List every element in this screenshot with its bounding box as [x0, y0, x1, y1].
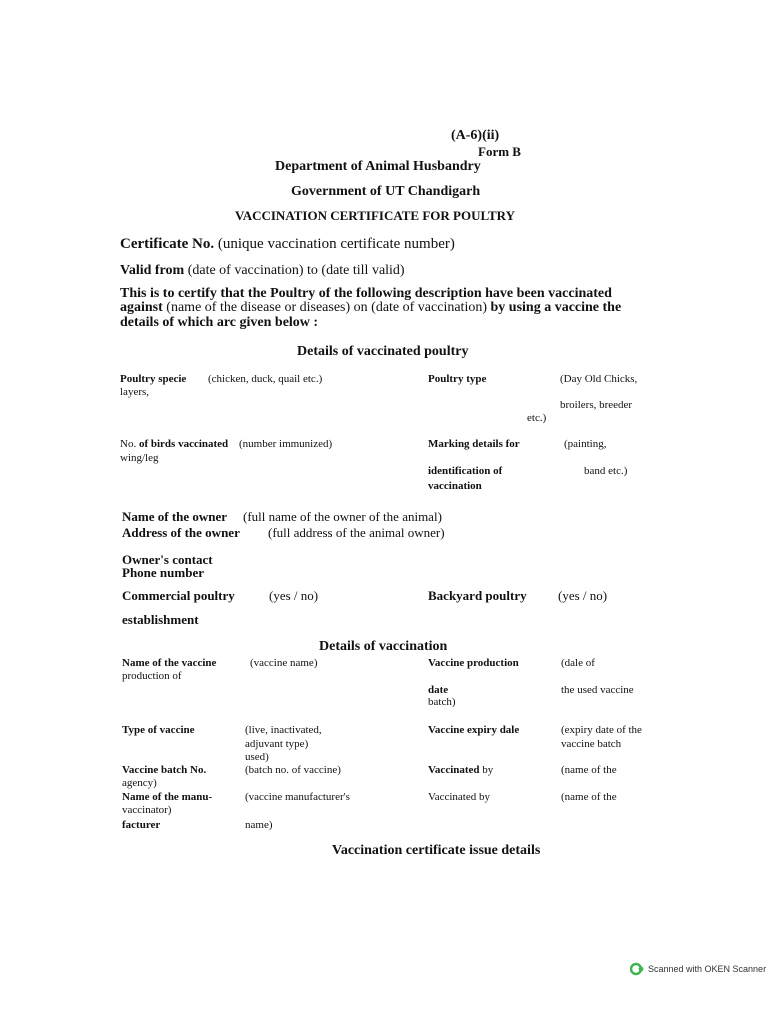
vaccine-name-extra: production of [122, 670, 182, 682]
certify-by: by [490, 300, 506, 315]
scanner-logo-icon [630, 962, 644, 976]
commercial-poultry-label: Commercial poultry [122, 588, 235, 603]
vaccine-name-label: Name of the vaccine [122, 657, 217, 669]
vaccine-production-extra: batch) [428, 696, 456, 708]
scanner-watermark [630, 962, 766, 976]
vaccination-section-heading: Details of vaccination [319, 639, 448, 654]
valid-from-value: (date of vaccination) to (date till valid) [187, 263, 405, 278]
vaccine-batch-extra: agency) [122, 777, 157, 789]
vaccine-production-value-2: the used vaccine [561, 684, 634, 696]
vaccinated-by-label-2: Vaccinated by [428, 791, 490, 803]
manufacturer-value-1: (vaccine manufacturer's [245, 791, 350, 803]
vaccine-expiry-label: Vaccine expiry dale [428, 724, 520, 736]
owner-contact-label: Owner's contact [122, 552, 213, 567]
certify-line-2 [120, 301, 621, 315]
marking-details-label-2: identification of [428, 465, 503, 477]
vaccinated-label: Vaccinated [428, 764, 480, 776]
manufacturer-value-2: name) [245, 819, 273, 831]
valid-from-row [120, 264, 405, 278]
establishment-label: establishment [122, 612, 199, 627]
issue-section-heading: Vaccination certificate issue details [332, 843, 541, 858]
backyard-poultry-label: Backyard poultry [428, 588, 527, 603]
birds-vaccinated-extra: wing/leg [120, 452, 159, 464]
certify-line-1: This is to certify that the Poultry of the following description have been vaccinated [120, 286, 612, 301]
form-label: Form B [478, 144, 521, 159]
scanner-text: Scanned with OKEN Scanner [648, 964, 767, 974]
certificate-title: VACCINATION CERTIFICATE FOR POULTRY [235, 208, 515, 223]
manufacturer-label-2: facturer [122, 819, 161, 831]
certify-line-3: details of which arc given below : [120, 315, 319, 330]
vaccine-type-value-3: used) [245, 751, 269, 763]
vaccine-batch-value: (batch no. of vaccine) [245, 764, 341, 776]
vaccinated-by-row [428, 765, 493, 776]
certify-using: using a vaccine the [508, 300, 622, 315]
birds-vaccinated-label [120, 439, 228, 450]
certify-disease-date: (name of the disease or diseases) on (date of vaccination) [166, 300, 487, 315]
poultry-type-value-3: etc.) [527, 412, 547, 424]
certificate-number-value: (unique vaccination certificate number) [217, 236, 455, 252]
poultry-type-label: Poultry type [428, 373, 487, 385]
owner-name-label: Name of the owner [122, 509, 228, 524]
department-name: Department of Animal Husbandry [275, 159, 481, 174]
owner-address-label: Address of the owner [122, 525, 240, 540]
vaccine-expiry-value-2: vaccine batch [561, 738, 622, 750]
manufacturer-extra: vaccinator) [122, 804, 172, 816]
poultry-specie-label: Poultry specie [120, 373, 187, 385]
vaccine-batch-label: Vaccine batch No. [122, 764, 207, 776]
government-name: Government of UT Chandigarh [291, 184, 481, 199]
poultry-type-value: (Day Old Chicks, [560, 373, 638, 385]
birds-vaccinated-value: (number immunized) [239, 438, 333, 450]
marking-details-label-3: vaccination [428, 480, 482, 492]
marking-details-value-2: band etc.) [584, 465, 628, 477]
birds-label: of birds vaccinated [138, 438, 229, 450]
poultry-specie-extra: layers, [120, 386, 150, 398]
commercial-poultry-value: (yes / no) [269, 588, 319, 603]
marking-details-label: Marking details for [428, 438, 520, 450]
certify-against: against [120, 300, 163, 315]
owner-phone-label: Phone number [122, 565, 204, 580]
vaccinated-by-value: (name of the [561, 764, 617, 776]
valid-from-label: Valid from [120, 263, 185, 278]
poultry-type-value-2: broilers, breeder [560, 399, 633, 411]
vaccine-production-label-2: date [428, 684, 449, 696]
marking-details-value: (painting, [564, 438, 607, 450]
vaccinated-by-value-2: (name of the [561, 791, 617, 803]
certificate-number-row [120, 237, 455, 252]
vaccinated-by-word: by [482, 764, 494, 776]
manufacturer-label-1: Name of the manu- [122, 791, 213, 803]
vaccine-expiry-value-1: (expiry date of the [561, 724, 642, 736]
poultry-specie-value: (chicken, duck, quail etc.) [208, 373, 323, 385]
backyard-poultry-value: (yes / no) [558, 588, 608, 603]
owner-name-value: (full name of the owner of the animal) [243, 509, 442, 524]
vaccine-type-value-1: (live, inactivated, [245, 724, 322, 736]
birds-prefix: No. [120, 438, 137, 450]
form-reference: (A-6)(ii) [451, 128, 500, 143]
vaccine-name-value: (vaccine name) [250, 657, 318, 669]
vaccine-type-label: Type of vaccine [122, 724, 195, 736]
vaccine-type-value-2: adjuvant type) [245, 738, 309, 750]
owner-address-value: (full address of the animal owner) [268, 525, 445, 540]
vaccine-production-label: Vaccine production [428, 657, 519, 669]
poultry-section-heading: Details of vaccinated poultry [297, 344, 469, 359]
certificate-number-label: Certificate No. [120, 236, 215, 252]
vaccine-production-value: (dale of [561, 657, 595, 669]
